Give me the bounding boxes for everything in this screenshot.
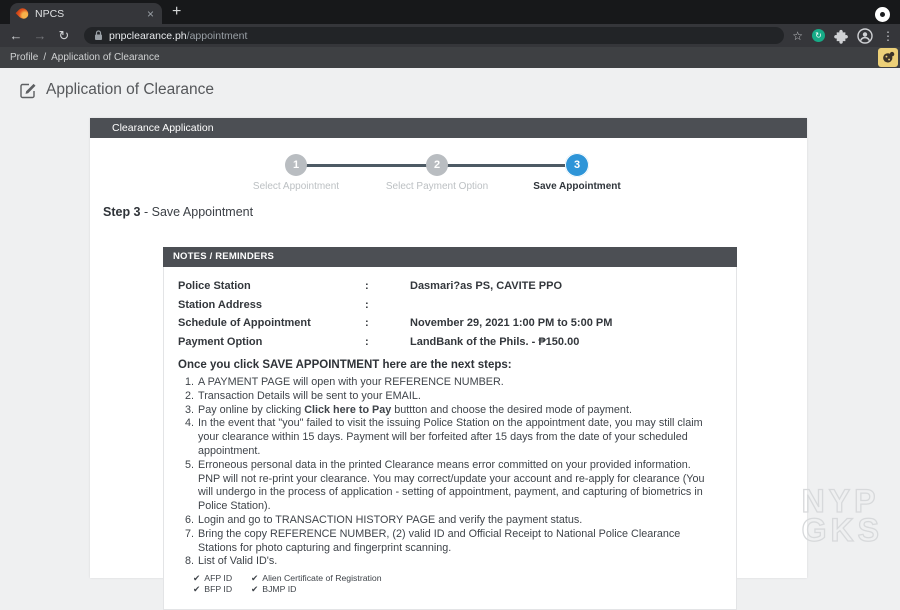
- card-header: Clearance Application: [90, 118, 807, 138]
- stepper-step-3[interactable]: [502, 154, 652, 192]
- check-icon: ✔: [193, 573, 201, 584]
- step-text: In the event that "you" failed to visit the issuing Police Station on the appointment date, you may still claim your clearance within 15 days. Payment will ber forfeited after 15 days from the date of your scheduled appointment.: [198, 417, 703, 457]
- back-button[interactable]: ←: [9, 28, 23, 43]
- next-steps-list: [178, 376, 712, 569]
- valid-ids-list: [193, 573, 728, 595]
- tab-title: NPCS: [35, 7, 65, 20]
- detail-label: Schedule of Appointment: [178, 317, 311, 330]
- detail-label: Police Station: [178, 280, 251, 293]
- screen-recording-indicator-icon: [875, 7, 890, 22]
- url-path: /appointment: [186, 29, 248, 42]
- detail-value: Dasmari?as PS, CAVITE PPO: [410, 280, 563, 293]
- next-step-item: [197, 514, 712, 528]
- check-icon: ✔: [251, 573, 259, 584]
- detail-colon: :: [365, 317, 369, 330]
- notes-reminders-panel: [163, 247, 737, 610]
- step-label: Save Appointment: [533, 181, 621, 192]
- cookie-icon: [882, 51, 895, 64]
- notes-header: NOTES / REMINDERS: [163, 247, 737, 267]
- step-text: List of Valid ID's.: [198, 555, 278, 568]
- detail-row: [178, 314, 728, 333]
- browser-tab[interactable]: [10, 3, 162, 24]
- breadcrumb-separator: /: [43, 52, 47, 63]
- step-text: Erroneous personal data in the printed Clearance means error committed on your provided information. PNP will not re-print your clearance. You may correct/update your account and re-apply for clearance (You will undergo in the process of application - setting of appointment, payment, and capturing of biometrics in Police Station).: [198, 458, 705, 513]
- notes-body: [163, 267, 737, 610]
- next-step-item: [197, 404, 712, 418]
- edit-pencil-icon: [20, 82, 37, 99]
- valid-id-row: [193, 573, 728, 584]
- detail-label: Payment Option: [178, 335, 263, 348]
- lock-icon: [94, 30, 103, 41]
- step-label: Select Appointment: [252, 181, 340, 192]
- step-heading: [103, 205, 253, 219]
- pay-link-text: Click here to Pay: [304, 403, 392, 416]
- site-navbar: [0, 47, 900, 68]
- detail-row: [178, 277, 728, 296]
- record-dot-center: [880, 12, 885, 17]
- bookmark-star-icon[interactable]: ☆: [792, 28, 803, 43]
- page-title-text: Application of Clearance: [46, 81, 215, 98]
- step-text: A PAYMENT PAGE will open with your REFERENCE NUMBER.: [198, 376, 504, 388]
- detail-row: [178, 333, 728, 352]
- valid-id-label: Alien Certificate of Registration: [262, 573, 382, 584]
- detail-colon: :: [365, 335, 369, 348]
- detail-value: November 29, 2021 1:00 PM to 5:00 PM: [410, 317, 613, 330]
- valid-id-item: [193, 573, 251, 584]
- address-bar[interactable]: [84, 27, 784, 44]
- check-icon: ✔: [251, 583, 259, 594]
- extensions-puzzle-icon[interactable]: [834, 29, 848, 43]
- step-text: Transaction Details will be sent to your EMAIL.: [198, 389, 421, 402]
- extension-badge-icon[interactable]: [878, 48, 898, 67]
- detail-label: Station Address: [178, 298, 262, 311]
- forward-button[interactable]: →: [33, 28, 47, 43]
- stepper: [90, 138, 807, 213]
- step-heading-bold: Step 3: [103, 205, 141, 219]
- browser-toolbar: [0, 24, 900, 47]
- page-content: [0, 68, 900, 594]
- next-step-item: [197, 555, 712, 569]
- check-icon: ✔: [193, 583, 201, 594]
- stepper-step-2[interactable]: [362, 154, 512, 192]
- profile-avatar-icon[interactable]: [857, 28, 873, 44]
- step-text: Bring the copy REFERENCE NUMBER, (2) valid ID and Official Receipt to National Police Clearance Stations for photo capturing and fingerprint scanning.: [198, 527, 681, 554]
- step-circle: 2: [426, 154, 448, 176]
- step-text: buttton and choose the desired mode of payment.: [391, 403, 632, 416]
- step-circle: 3: [565, 153, 589, 177]
- breadcrumb-current: Application of Clearance: [51, 52, 160, 63]
- next-step-item: [197, 390, 712, 404]
- browser-tabstrip: [0, 0, 900, 24]
- valid-id-item: [251, 584, 296, 595]
- clearance-application-card: [90, 118, 807, 594]
- watermark: [801, 483, 883, 548]
- step-heading-rest: - Save Appointment: [140, 205, 254, 219]
- step-text: Login and go to TRANSACTION HISTORY PAGE and verify the payment status.: [198, 513, 583, 526]
- watermark-line2: GKS: [801, 512, 883, 548]
- next-step-item: [197, 417, 712, 458]
- watermark-line1: NYP: [801, 483, 880, 519]
- next-step-item: [197, 528, 712, 556]
- step-circle: 1: [285, 154, 307, 176]
- next-step-item: [197, 376, 712, 390]
- breadcrumb-profile[interactable]: Profile: [10, 52, 39, 63]
- valid-id-label: BFP ID: [204, 583, 233, 594]
- detail-colon: :: [365, 280, 369, 293]
- detail-row: [178, 296, 728, 315]
- browser-menu-icon[interactable]: ⋮: [882, 28, 894, 43]
- valid-id-item: [251, 573, 382, 584]
- extension-green-icon[interactable]: ↻: [812, 29, 825, 42]
- detail-value: LandBank of the Phils. - ₱150.00: [410, 335, 580, 348]
- next-step-item: [197, 459, 712, 514]
- detail-colon: :: [365, 298, 369, 311]
- appointment-details: [178, 277, 728, 351]
- tab-close-icon[interactable]: ×: [146, 6, 154, 21]
- page-title: [20, 81, 214, 99]
- valid-id-label: BJMP ID: [262, 583, 297, 594]
- valid-id-item: [193, 584, 251, 595]
- step-label: Select Payment Option: [385, 181, 489, 192]
- site-favicon-icon: [16, 6, 31, 21]
- url-domain: pnpclearance.ph: [109, 29, 187, 42]
- step-text: Pay online by clicking: [198, 403, 305, 416]
- reload-button[interactable]: ↻: [58, 27, 70, 43]
- stepper-step-1[interactable]: [221, 154, 371, 192]
- next-steps-intro: Once you click SAVE APPOINTMENT here are the next steps:: [178, 359, 512, 371]
- valid-id-row: [193, 584, 728, 595]
- valid-id-label: AFP ID: [204, 573, 233, 584]
- new-tab-button[interactable]: +: [172, 3, 182, 20]
